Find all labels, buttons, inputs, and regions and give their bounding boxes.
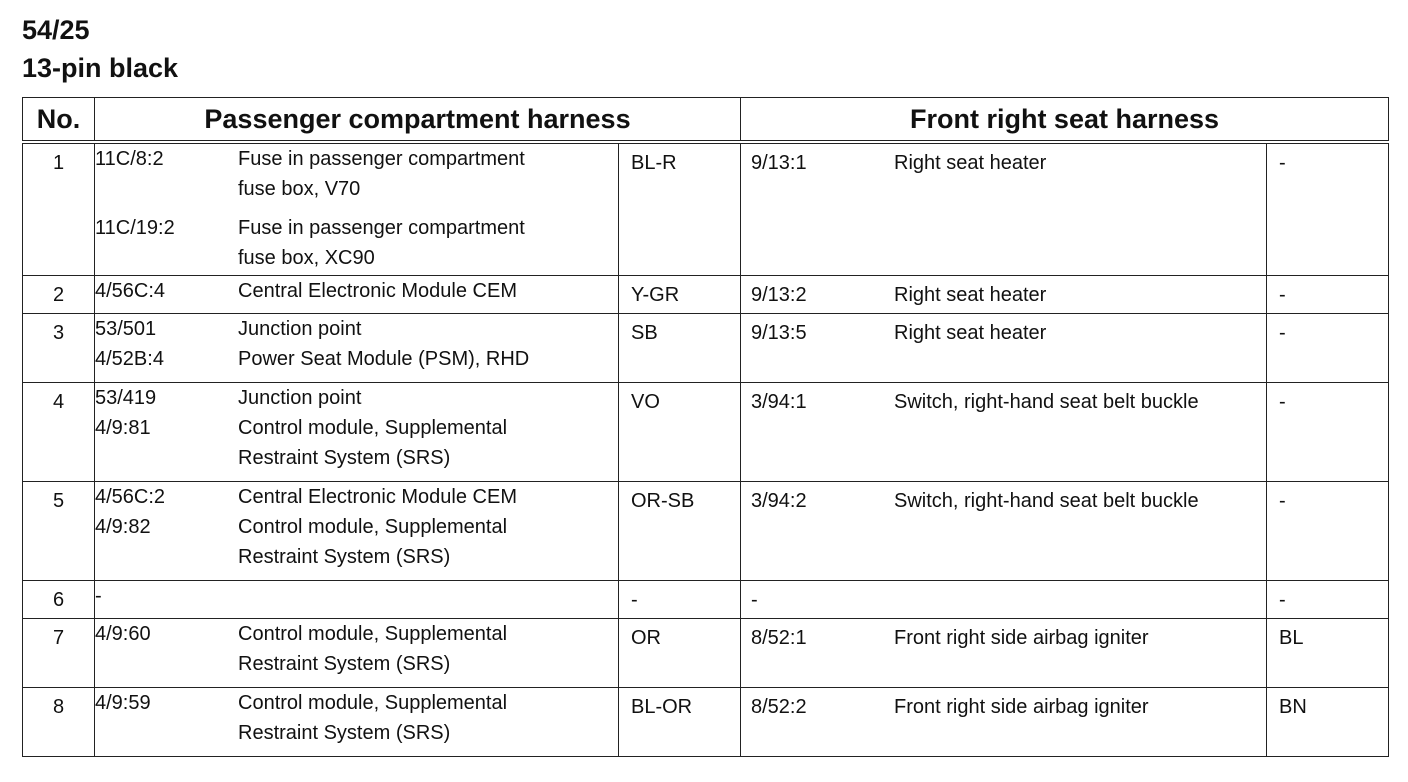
left-component-code: 11C/19:2	[95, 217, 175, 239]
right-wire-color: -	[1267, 382, 1389, 481]
pin-number: 8	[23, 687, 95, 756]
right-harness-cell	[741, 142, 1267, 275]
left-entry	[95, 344, 618, 374]
left-entry	[95, 413, 618, 473]
right-entry	[751, 589, 1256, 611]
table-body	[23, 142, 1389, 756]
connector-name: 13-pin black	[22, 53, 179, 83]
right-component-desc: Right seat heater	[894, 152, 1047, 174]
left-component-desc: Control module, Supplemental Restraint System (SRS)	[238, 691, 508, 744]
left-wire-color: BL-R	[619, 142, 741, 275]
right-wire-color: -	[1267, 142, 1389, 275]
table-row	[23, 618, 1389, 687]
right-component-code: 9/13:2	[751, 283, 807, 306]
left-component-desc: Fuse in passenger compartment fuse box, V70	[238, 148, 525, 200]
left-component-code: 4/56C:2	[95, 485, 166, 508]
table-row	[23, 275, 1389, 313]
right-entry	[751, 490, 1256, 512]
left-wire-color: SB	[619, 313, 741, 382]
connector-id: 54/25	[22, 15, 90, 45]
table-row	[23, 382, 1389, 481]
right-harness-cell	[741, 618, 1267, 687]
left-entry	[95, 482, 618, 512]
left-component-code: 4/9:60	[95, 622, 151, 645]
left-harness-cell	[95, 382, 619, 481]
right-entry	[751, 322, 1256, 344]
left-entry	[95, 276, 618, 306]
left-wire-color: BL-OR	[619, 687, 741, 756]
right-harness-cell	[741, 481, 1267, 580]
right-wire-color: -	[1267, 481, 1389, 580]
right-component-code: 3/94:2	[751, 489, 807, 512]
header-left-harness: Passenger compartment harness	[95, 98, 741, 143]
right-wire-color: BL	[1267, 618, 1389, 687]
left-component-desc: Fuse in passenger compartment fuse box, XC90	[238, 217, 525, 269]
left-wire-color: Y-GR	[619, 275, 741, 313]
left-component-desc: Control module, Supplemental Restraint System (SRS)	[238, 416, 508, 469]
left-component-code: -	[95, 584, 102, 607]
right-harness-cell	[741, 382, 1267, 481]
left-component-code: 53/419	[95, 386, 157, 409]
right-harness-cell	[741, 687, 1267, 756]
left-component-desc: Control module, Supplemental Restraint System (SRS)	[238, 515, 508, 568]
right-component-desc: Switch, right-hand seat belt buckle	[894, 489, 1199, 512]
left-wire-color: VO	[619, 382, 741, 481]
left-entry	[95, 314, 618, 344]
right-entry	[751, 627, 1256, 649]
left-harness-cell	[95, 618, 619, 687]
left-harness-cell	[95, 687, 619, 756]
left-component-desc: Central Electronic Module CEM	[238, 485, 517, 508]
right-component-code: -	[751, 588, 758, 611]
right-component-code: 9/13:5	[751, 321, 807, 344]
left-entry	[95, 383, 618, 413]
left-harness-cell	[95, 275, 619, 313]
right-component-desc: Front right side airbag igniter	[894, 695, 1149, 718]
header-no: No.	[23, 98, 95, 143]
table-row	[23, 481, 1389, 580]
pin-table	[22, 97, 1389, 757]
right-wire-color: -	[1267, 313, 1389, 382]
right-component-desc: Right seat heater	[894, 283, 1047, 306]
right-component-code: 3/94:1	[751, 390, 807, 413]
left-component-code: 4/52B:4	[95, 347, 164, 370]
pin-number: 1	[23, 142, 95, 275]
left-entry	[95, 619, 618, 679]
left-component-desc: Control module, Supplemental Restraint System (SRS)	[238, 622, 508, 675]
left-harness-cell	[95, 313, 619, 382]
right-harness-cell	[741, 275, 1267, 313]
left-component-desc: Junction point	[238, 386, 362, 409]
left-wire-color: -	[619, 580, 741, 618]
left-component-desc: Central Electronic Module CEM	[238, 279, 517, 302]
left-component-code: 11C/8:2	[95, 148, 164, 170]
pin-number: 4	[23, 382, 95, 481]
table-row	[23, 687, 1389, 756]
right-entry	[751, 696, 1256, 718]
left-entry	[95, 213, 618, 273]
right-component-desc: Front right side airbag igniter	[894, 626, 1149, 649]
left-wire-color: OR	[619, 618, 741, 687]
left-component-code: 4/9:81	[95, 416, 151, 439]
right-harness-cell	[741, 580, 1267, 618]
left-component-code: 4/56C:4	[95, 279, 166, 302]
right-entry	[751, 284, 1256, 306]
table-row	[23, 313, 1389, 382]
right-component-code: 9/13:1	[751, 152, 807, 174]
right-wire-color: -	[1267, 275, 1389, 313]
left-component-code: 4/9:59	[95, 691, 151, 714]
left-entry	[95, 688, 618, 748]
table-header-row	[23, 98, 1389, 143]
left-harness-cell	[95, 481, 619, 580]
left-component-code: 4/9:82	[95, 515, 151, 538]
pin-number: 7	[23, 618, 95, 687]
left-entry	[95, 581, 618, 611]
right-entry	[751, 152, 1256, 174]
left-harness-cell	[95, 580, 619, 618]
right-component-code: 8/52:1	[751, 626, 807, 649]
right-entry	[751, 391, 1256, 413]
left-component-desc: Junction point	[238, 317, 362, 340]
header-right-harness: Front right seat harness	[741, 98, 1389, 143]
right-component-code: 8/52:2	[751, 695, 807, 718]
table-row	[23, 142, 1389, 275]
pin-number: 3	[23, 313, 95, 382]
right-component-desc	[894, 589, 1256, 611]
pin-number: 2	[23, 275, 95, 313]
right-wire-color: -	[1267, 580, 1389, 618]
left-wire-color: OR-SB	[619, 481, 741, 580]
left-component-desc: Power Seat Module (PSM), RHD	[238, 347, 530, 370]
pin-number: 5	[23, 481, 95, 580]
right-component-desc: Switch, right-hand seat belt buckle	[894, 390, 1199, 413]
right-wire-color: BN	[1267, 687, 1389, 756]
left-component-code: 53/501	[95, 317, 157, 340]
pin-number: 6	[23, 580, 95, 618]
left-entry	[95, 144, 618, 204]
table-row	[23, 580, 1389, 618]
left-harness-cell	[95, 142, 619, 275]
left-entry	[95, 512, 618, 572]
left-component-desc	[238, 581, 618, 611]
right-harness-cell	[741, 313, 1267, 382]
right-component-desc: Right seat heater	[894, 321, 1047, 344]
